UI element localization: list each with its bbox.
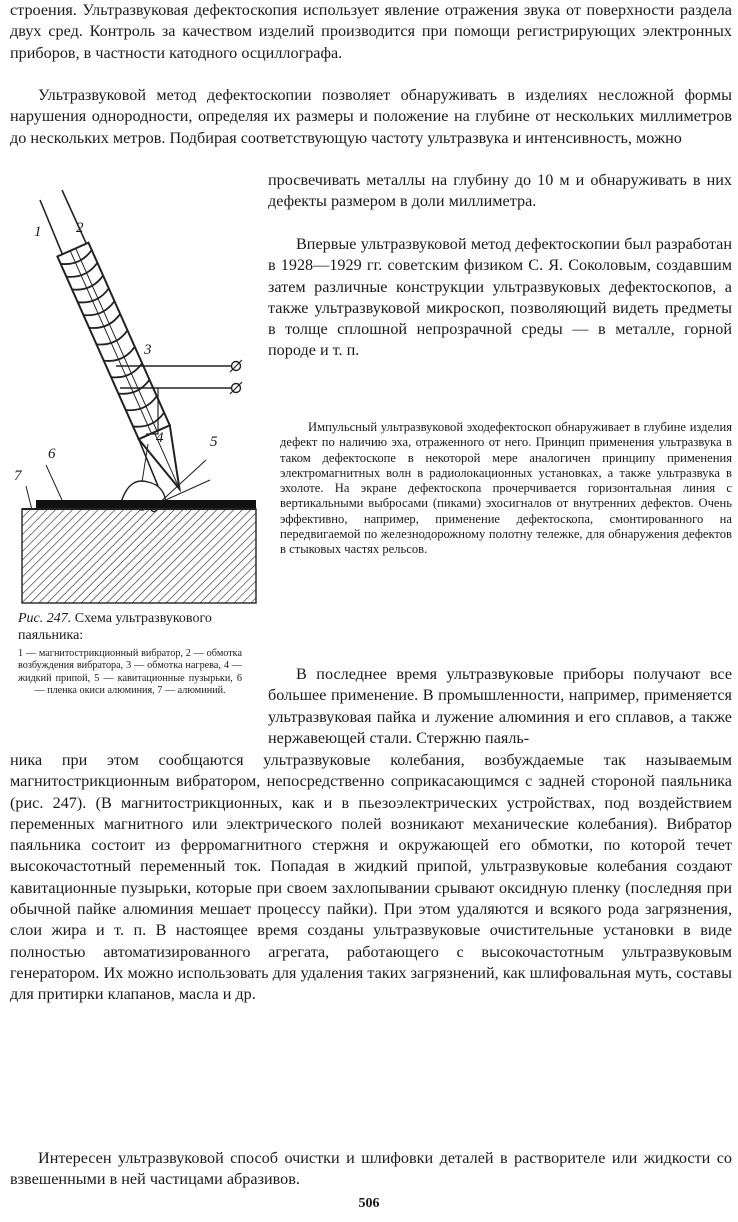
label-6: 6 [48, 446, 56, 462]
figure-caption-label: Рис. 247. [18, 611, 72, 626]
page-number: 506 [358, 1196, 380, 1211]
figure-legend: 1 — магнитострикционный вибратор, 2 — обмотка возбуждения вибратора, 3 — обмотка нагрева, 4 — жидкий припой, 5 — кавитационные пузырьки, 6 — пленка окиси алюминия, 7 — алюминий. [18, 648, 242, 696]
label-3: 3 [144, 342, 152, 358]
paragraph-cleaning: Интересен ультразвуковой способ очистки и шлифовки деталей в растворителе или жидкости со взвешенными в ней частицами абразивов. [10, 1149, 732, 1189]
figure-caption [18, 610, 250, 644]
paragraph-history: Впервые ультразвуковой метод дефектоскопии был разработан в 1928—1929 гг. советским физиком С. Я. Соколовым, создавшим затем различные конструкции ультразвуковых дефектоскопов, а также ультразвуковой микроскоп, позволяющий видеть предметы в толще сплошной непрозрачной среды — в металле, горной породе и т. п. [268, 235, 732, 360]
label-4: 4 [156, 430, 164, 446]
label-1: 1 [34, 224, 42, 240]
paragraph-applications-narrow: В последнее время ультразвуковые приборы получают все большее применение. В промышленности, например, применяется ультразвуковая пайка и лужение алюминия и его сплавов, а также нержавеющей стали. Стержню паяль- [268, 665, 732, 747]
label-2: 2 [76, 220, 84, 236]
paragraph-method-continuation: просвечивать металлы на глубину до 10 м и обнаруживать в них дефекты размером в доли миллиметра. [268, 171, 732, 211]
small-print-echo-detector: Импульсный ультразвуковой эходефектоскоп обнаруживает в глубине изделия дефект по наличию эха, отраженного от него. Принцип применения ультразвука в таком дефектоскопе в некоторой мере аналогичен принципу применения электромагнитных волн в радиолокационных установках, а также ультразвука в эхолоте. На экране дефектоскопа прочерчивается горизонтальная линия с вертикальными выбросами (пиками) эхосигналов от внутренних дефектов. Очень эффективно, например, применение дефектоскопа, смонтированного на передвигаемой по железнодорожному полотну тележке, для обнаружения дефектов в стыковых частях рельсов. [280, 420, 732, 557]
soldering-iron-diagram [10, 190, 258, 610]
label-5: 5 [210, 434, 218, 450]
paragraph-method: Ультразвуковой метод дефектоскопии позволяет обнаруживать в изделиях несложной формы нарушения однородности, определяя их размеры и положение на глубине от нескольких миллиметров до нескольких метров. Подбирая соответствующую частоту ультразвука и интенсивность, можно [10, 86, 732, 147]
paragraph-continuation: строения. Ультразвуковая дефектоскопия использует явление отражения звука от поверхности раздела двух сред. Контроль за качеством изделий производится при помощи регистрирующих электронных приборов, в частности катодного осциллографа. [10, 1, 732, 62]
label-7: 7 [14, 468, 22, 484]
paragraph-applications: ника при этом сообщаются ультразвуковые колебания, возбуждаемые так называемым магнитострикционным вибратором, непосредственно соприкасающимся с задней стороной паяльника (рис. 247). (В магнитострикционных, как и в пьезоэлектрических устройствах, под воздействием переменных магнитного или электрического полей возникают механические колебания). Вибратор паяльника состоит из ферромагнитного стержня и окружающей его обмотки, по которой течет высокочастотный переменный ток. Попадая в жидкий припой, ультразвуковые колебания создают кавитационные пузырьки, которые при своем захлопывании срывают оксидную пленку (последняя при обычной пайке алюминия мешает процессу пайки). При этом удаляются и всякого рода загрязнения, слои жира и т. п. В настоящее время созданы ультразвуковые очистительные установки в виде полностью автоматизированного агрегата, работающего с высокочастотным ультразвуковым генератором. Их можно использовать для удаления таких загрязнений, как шлифовальная муть, составы для притирки клапанов, масла и др. [10, 751, 732, 1004]
figure-247 [10, 190, 258, 610]
figure-caption-text: Схема ультразвукового паяльника: [18, 611, 212, 643]
